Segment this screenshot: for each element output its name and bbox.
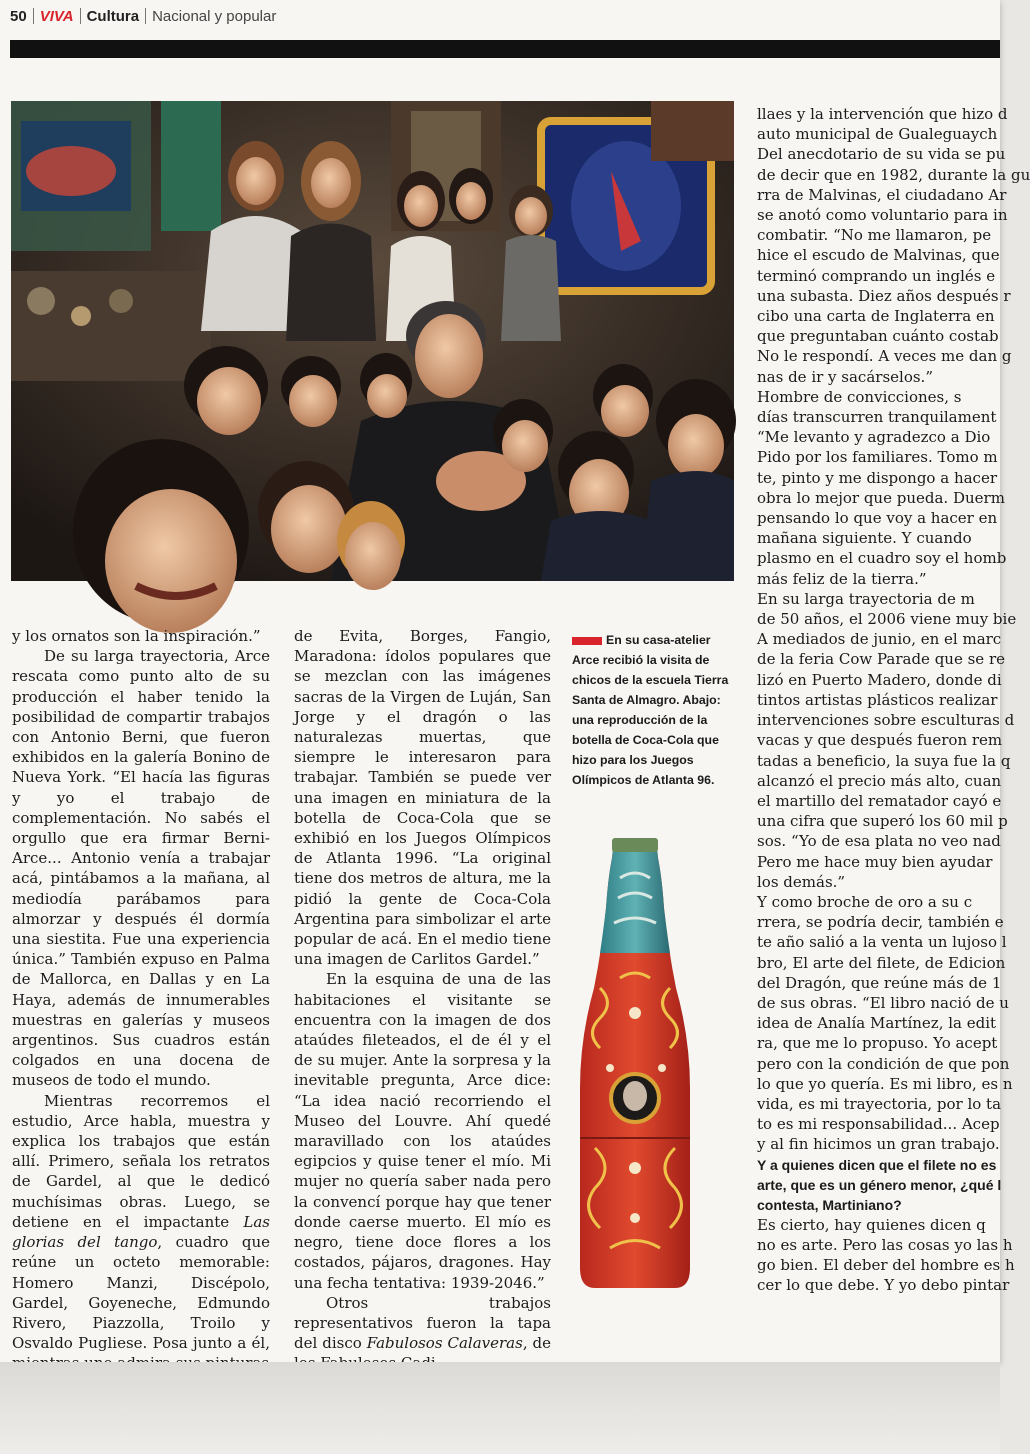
text-line: rrera, se podría decir, también e [757, 913, 1004, 932]
text-line: En su larga trayectoria de m [757, 589, 975, 608]
page-number: 50 [10, 7, 27, 25]
text-line: tadas a beneficio, la suya fue la q [757, 751, 1011, 770]
text-line: mañana siguiente. Y cuando [757, 529, 972, 548]
text-line: cibo una carta de Inglaterra en [757, 307, 995, 326]
text-line: combatir. “No me llamaron, pe [757, 226, 992, 245]
caption-marker [572, 637, 602, 645]
text-line: obra lo mejor que pueda. Duerm [757, 488, 1005, 507]
header-divider [33, 8, 34, 24]
text-line: rra de Malvinas, el ciudadano Ar [757, 185, 1007, 204]
text-run: Mientras recorremos el estudio, Arce habla, muestra y explica los trabajos que están allí. Primero, señala los retratos de Gardel, al que le dedicó muchísimas obras. Luego, se detiene en el impactante [12, 1091, 270, 1231]
text-line: del Dragón, que reúne más de 1 [757, 973, 1002, 992]
text-line: ra, que me lo propuso. Yo acept [757, 1034, 998, 1053]
text-line: Y como broche de oro a su c [757, 892, 973, 911]
text-line: Hombre de convicciones, s [757, 387, 962, 406]
interview-question-line: Y a quienes dicen que el filete no es [757, 1156, 997, 1173]
text-line: nas de ir y sacárselos.” [757, 367, 933, 386]
text-line: y al fin hicimos un gran trabajo. [757, 1135, 1000, 1154]
text-column-1 [12, 626, 270, 1374]
text-line: una cifra que superó los 60 mil p [757, 812, 1008, 831]
caption-text: En su casa-atelier Arce recibió la visita de chicos de la escuela Tierra Santa de Almagro. Abajo: una reproducción de la botella de Coca-Cola que hizo para los Juegos Olímpicos de Atlanta 96. [572, 633, 729, 787]
paragraph: de Evita, Borges, Fangio, Maradona: ídolos populares que se mezclan con las imágenes sacras de la Virgen de Luján, San Jorge y el dragón o las naturalezas muertas, que siempre le interesaron para trabajar. También se puede ver una imagen en miniatura de la botella de Coca-Cola que se exhibió en los Juegos Olímpicos de Atlanta 1996. “La original tiene dos metros de altura, me la pidió la gente de Coca-Cola Argentina para simbolizar el arte popular de acá. En el medio tiene una imagen de Carlitos Gardel.” [294, 627, 551, 969]
text-line: auto municipal de Gualeguaych [757, 125, 998, 144]
interview-question-line: contesta, Martiniano? [757, 1196, 902, 1213]
header-divider [80, 8, 81, 24]
text-line: vacas y que después fueron rem [757, 731, 1003, 750]
text-run: , de [522, 1334, 551, 1353]
text-line: llaes y la intervención que hizo d [757, 105, 1008, 123]
text-line: de 50 años, el 2006 viene muy bie [757, 610, 1017, 629]
text-line: bro, El arte del filete, de Edicion [757, 953, 1006, 972]
text-line: te, pinto y me dispongo a hacer [757, 468, 997, 487]
text-line: sos. “Yo de esa plata no veo nad [757, 832, 1001, 851]
text-line: se anotó como voluntario para in [757, 206, 1008, 225]
text-line: más feliz de la tierra.” [757, 569, 927, 588]
coca-cola-bottle-artwork [580, 838, 690, 1288]
text-line: Pido por los familiares. Tomo m [757, 448, 998, 467]
text-column-4 [757, 104, 1030, 1295]
text-line: te año salió a la venta un lujoso l [757, 933, 1007, 952]
header-rule [10, 40, 1000, 58]
text-line: que preguntaban cuánto costab [757, 327, 999, 346]
section-name: Cultura [86, 7, 140, 25]
text-line: idea de Analía Martínez, la edit [757, 1014, 997, 1033]
text-line: to es mi responsabilidad... Acep [757, 1115, 1000, 1134]
text-line: una subasta. Diez años después r [757, 286, 1011, 305]
text-line: vida, es mi trayectoria, por lo ta [757, 1094, 1002, 1113]
text-line: intervenciones sobre esculturas d [757, 711, 1015, 730]
text-line: pensando lo que voy a hacer en [757, 509, 998, 528]
text-line: No le respondí. A veces me dan g [757, 347, 1012, 366]
text-run: Otros trabajos representativos fueron la tapa del disco [294, 1293, 551, 1353]
paragraph: De su larga trayectoria, Arce rescata como punto alto de su producción el haber tenido la posibilidad de compartir trabajos con Antonio Berni, que fueron exhibidos en la galería Bonino de Nueva York. “El hacía las figuras y yo el trabajo de complementación. No sabés el orgullo que era firmar Berni-Arce... Antonio venía a trabajar acá, pintábamos a la mañana, al mediodía parábamos para almorzar y después él dormía una siestita. Fue una experiencia única.” También expuso en Palma de Mallorca, en Dallas y en La Haya, además de innumerables muestras en galerías y museos argentinos. Sus cuadros están colgados en una docena de museos de todo el mundo. [12, 647, 270, 1090]
text-run: , cuadro que reúne un octeto memorable: Homero Manzi, Discépolo, Gardel, Goyeneche, Edmundo Rivero, Piazzolla, Troilo y Osvaldo Pugliese. Posa junto a él, [12, 1233, 270, 1353]
text-line: plasmo en el cuadro soy el homb [757, 549, 1007, 568]
paragraph: En la esquina de una de las habitaciones el visitante se encuentra con la imagen de dos ataúdes fileteados, el de él y el de su mujer. Ante la sorpresa y la inevitable pregunta, Arce dice: “La idea nació recorriendo el Museo del Louvre. Ahí quedé maravillado con los ataúdes egipcios y quise tener el mío. Mi mujer no quería saber nada pero la convencí porque hay que tener donde caerse muerto. El mío es negro, tiene doce flores a los costados, pájaros, dragones. Hay una fecha tentativa: 1939-2046.” [294, 970, 551, 1292]
paragraph [12, 1091, 270, 1374]
atelier-group-photo [11, 101, 734, 581]
text-line: cer lo que debe. Y yo debo pintar [757, 1276, 1010, 1295]
text-line: de la feria Cow Parade que se re [757, 650, 1005, 669]
text-line: alcanzó el precio más alto, cuan [757, 771, 1002, 790]
text-line: terminó comprando un inglés e [757, 266, 996, 285]
text-line: tintos artistas plásticos realizar [757, 690, 998, 709]
text-line: “Me levanto y agradezco a Dio [757, 428, 991, 447]
photo-caption [572, 630, 738, 790]
text-line: los demás.” [757, 872, 846, 891]
text-line: el martillo del rematador cayó e [757, 791, 1002, 810]
interview-question-line: arte, que es un género menor, ¿qué l [757, 1176, 1002, 1193]
text-line: Es cierto, hay quienes dicen q [757, 1215, 986, 1234]
text-line: Pero me hace muy bien ayudar [757, 852, 993, 871]
text-line: hice el escudo de Malvinas, que [757, 246, 1000, 265]
text-line: días transcurren tranquilament [757, 408, 997, 427]
text-line: go bien. El deber del hombre es h [757, 1255, 1015, 1274]
text-line: Del anecdotario de su vida se pu [757, 145, 1006, 164]
photo-illustration [11, 101, 734, 581]
text-line: de sus obras. “El libro nació de u [757, 993, 1009, 1012]
scan-margin [0, 1362, 1000, 1454]
album-title: Fabulosos Calaveras [366, 1334, 523, 1353]
text-line: lizó en Puerto Madero, donde di [757, 670, 1002, 689]
artwork-title: Las glorias del tango [12, 1212, 270, 1252]
header-divider [145, 8, 146, 24]
text-line: no es arte. Pero las cosas yo las h [757, 1235, 1013, 1254]
text-line: lo que yo quería. Es mi libro, es n [757, 1074, 1013, 1093]
text-line: de decir que en 1982, durante la gu [757, 165, 1030, 184]
paragraph: y los ornatos son la inspiración.” [12, 627, 261, 645]
text-line: A mediados de junio, en el marc [757, 630, 1002, 649]
text-column-2 [294, 626, 551, 1374]
page-header [10, 5, 276, 27]
brand-logo: VIVA [39, 7, 74, 25]
text-line: pero con la condición de que pon [757, 1054, 1010, 1073]
subsection-name: Nacional y popular [152, 7, 277, 25]
